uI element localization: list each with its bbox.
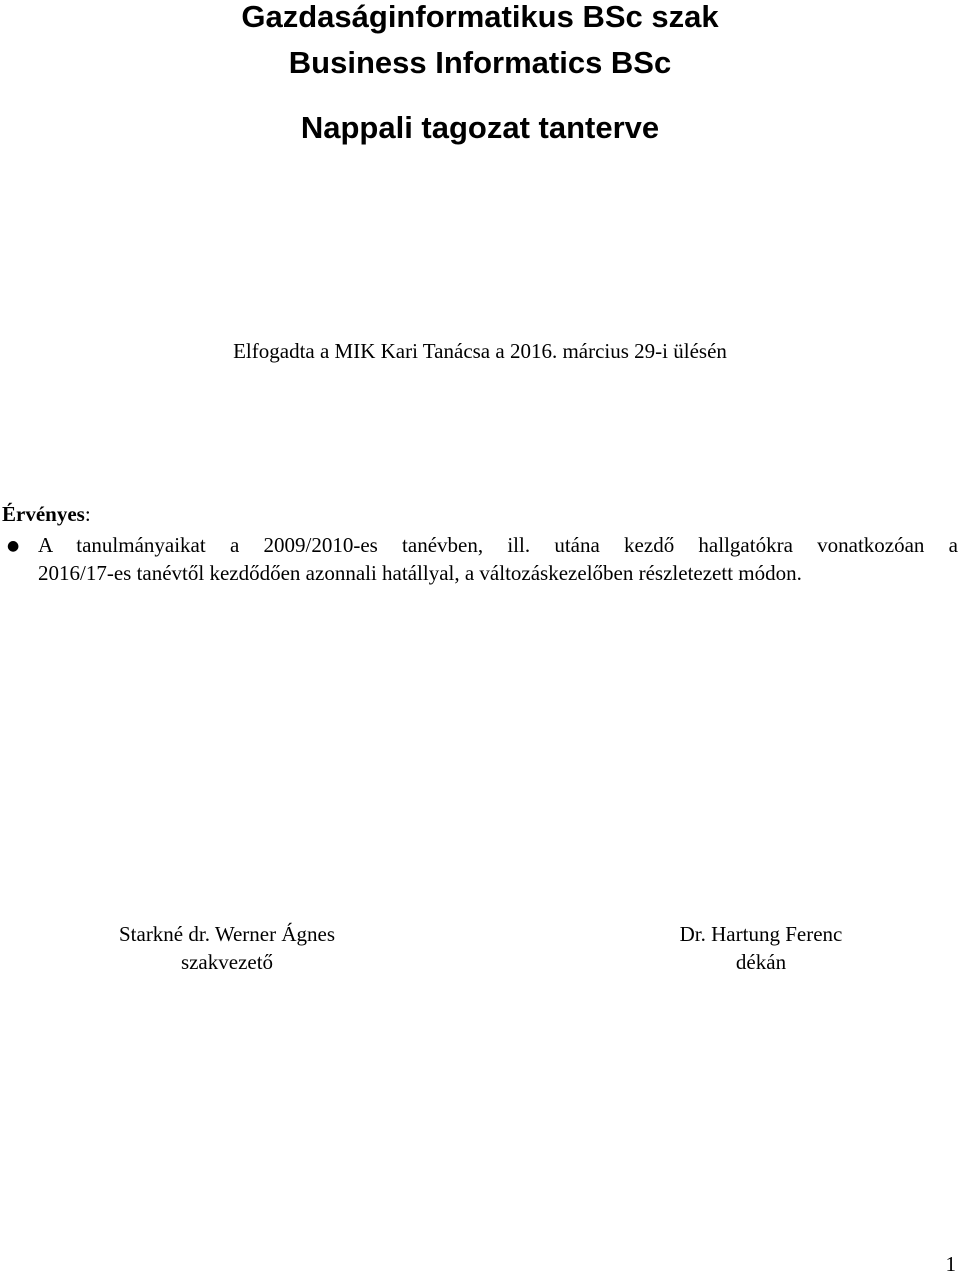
approval-statement: Elfogadta a MIK Kari Tanácsa a 2016. március 29-i ülésén	[233, 339, 727, 363]
page-number: 1	[945, 1252, 956, 1276]
validity-heading	[2, 501, 91, 527]
subtitle: Nappali tagozat tanterve	[300, 110, 660, 145]
signature-right-name: Dr. Hartung Ferenc	[679, 922, 843, 946]
signature-right-role: dékán	[735, 950, 787, 974]
title-english: Business Informatics BSc	[288, 45, 672, 80]
validity-heading-colon: :	[84, 502, 91, 526]
bullet-icon: ●	[7, 538, 20, 554]
signature-left-name: Starkné dr. Werner Ágnes	[118, 922, 336, 946]
title-hungarian: Gazdaságinformatikus BSc szak	[241, 0, 719, 34]
validity-bullet-line-1: A tanulmányaikat a 2009/2010-es tanévben, ill. utána kezdő hallgatókra vonatkozóan a	[38, 533, 958, 557]
validity-bullet-line-2: 2016/17-es tanévtől kezdődően azonnali hatállyal, a változáskezelőben részletezett módon.	[38, 561, 802, 585]
signature-left-role: szakvezető	[180, 950, 274, 974]
validity-heading-label: Érvényes	[2, 502, 85, 526]
